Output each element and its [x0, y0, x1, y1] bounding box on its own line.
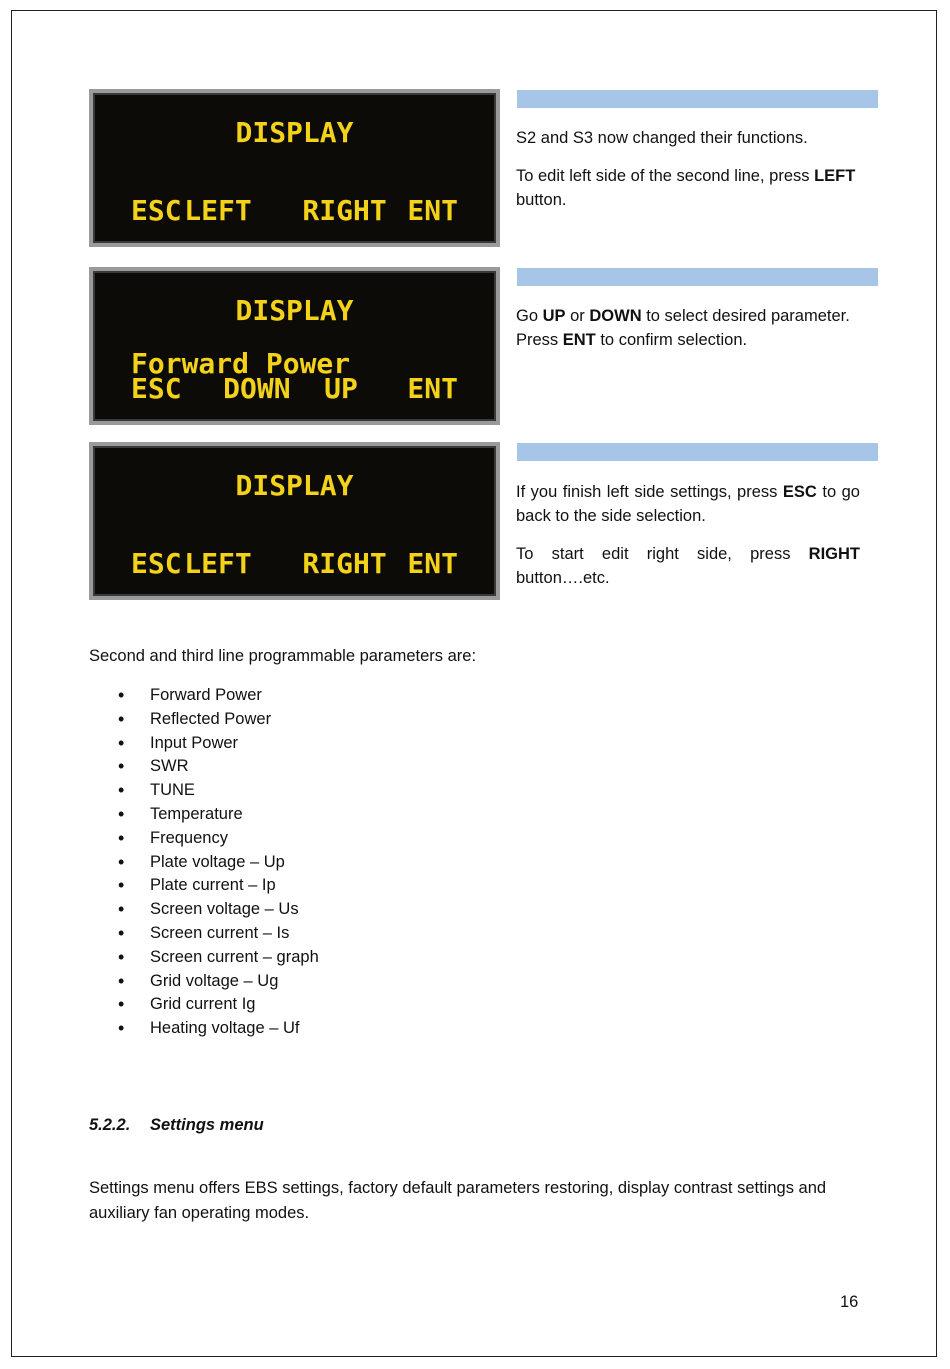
parameter-list [89, 684, 319, 1041]
paragraph [516, 304, 860, 352]
lcd-key-up: UP [324, 372, 358, 405]
panel-3-text [516, 480, 860, 604]
lcd-key-right: RIGHT [302, 194, 387, 227]
lcd-display-1 [89, 89, 500, 247]
paragraph [516, 542, 860, 590]
text-run: to select desired parameter. Press [516, 307, 850, 349]
bold-keyword: LEFT [814, 167, 856, 185]
lcd-key-esc: ESC [131, 372, 182, 405]
lcd-keys [131, 372, 458, 405]
bold-keyword: ESC [782, 483, 817, 501]
bold-keyword: ENT [562, 331, 596, 349]
text-run: Go [516, 307, 543, 325]
list-item: • Grid current Ig [89, 993, 319, 1017]
lcd-line-2: Forward Power [131, 347, 351, 380]
lcd-key-esc: ESC [131, 194, 182, 227]
list-item: • Grid voltage – Ug [89, 970, 319, 994]
lcd-keys [131, 547, 458, 580]
lcd-key-esc: ESC [131, 547, 182, 580]
list-item: • Screen current – Is [89, 922, 319, 946]
bold-keyword: DOWN [589, 307, 642, 325]
list-item: • Screen voltage – Us [89, 898, 319, 922]
lcd-key-ent: ENT [407, 372, 458, 405]
list-item: • SWR [89, 755, 319, 779]
text-run: To edit left side of the second line, press [516, 167, 815, 185]
list-item: • Input Power [89, 732, 319, 756]
list-item: • Screen current – graph [89, 946, 319, 970]
section-heading [89, 1116, 264, 1135]
lcd-key-ent: ENT [407, 194, 458, 227]
text-run: S2 and S3 now changed their functions. [516, 129, 808, 147]
header-bar [517, 90, 878, 108]
text-run: to go back to the side selection. [516, 483, 860, 525]
lcd-key-left: LEFT [184, 547, 252, 580]
list-item: • Reflected Power [89, 708, 319, 732]
list-item: • Plate voltage – Up [89, 851, 319, 875]
section-title: Settings menu [150, 1116, 264, 1134]
lcd-display-2 [89, 267, 500, 425]
list-item: • Heating voltage – Uf [89, 1017, 319, 1041]
list-item: • TUNE [89, 779, 319, 803]
lcd-key-ent: ENT [407, 547, 458, 580]
lcd-title: DISPLAY [235, 116, 354, 149]
paragraph [516, 126, 860, 150]
lcd-title: DISPLAY [235, 294, 354, 327]
text-run: or [565, 307, 590, 325]
list-item: • Temperature [89, 803, 319, 827]
panel-1-text [516, 126, 860, 226]
section-number: 5.2.2. [89, 1116, 131, 1134]
header-bar [517, 443, 878, 461]
text-run: to confirm selection. [595, 331, 748, 349]
list-item: • Plate current – Ip [89, 874, 319, 898]
lcd-key-left: LEFT [184, 194, 252, 227]
list-item: • Forward Power [89, 684, 319, 708]
lcd-key-right: RIGHT [302, 547, 387, 580]
page-number: 16 [840, 1293, 859, 1311]
settings-paragraph: Settings menu offers EBS settings, factory default parameters restoring, display contrast settings and auxiliary fan operating modes. [89, 1179, 827, 1222]
list-item: • Frequency [89, 827, 319, 851]
lcd-key-down: DOWN [223, 372, 291, 405]
lcd-display-3 [89, 442, 500, 600]
paragraph [516, 480, 860, 528]
text-run: button….etc. [516, 569, 610, 587]
lcd-title: DISPLAY [235, 469, 354, 502]
paragraph [516, 164, 860, 212]
text-run: If you finish left side settings, press [516, 483, 783, 501]
panel-2-text [516, 304, 860, 366]
list-intro: Second and third line programmable parameters are: [89, 647, 477, 665]
header-bar [517, 268, 878, 286]
text-run: To start edit right side, press [516, 545, 809, 563]
bold-keyword: RIGHT [808, 545, 860, 563]
text-run: button. [516, 191, 567, 209]
lcd-keys [131, 194, 458, 227]
bold-keyword: UP [542, 307, 566, 325]
